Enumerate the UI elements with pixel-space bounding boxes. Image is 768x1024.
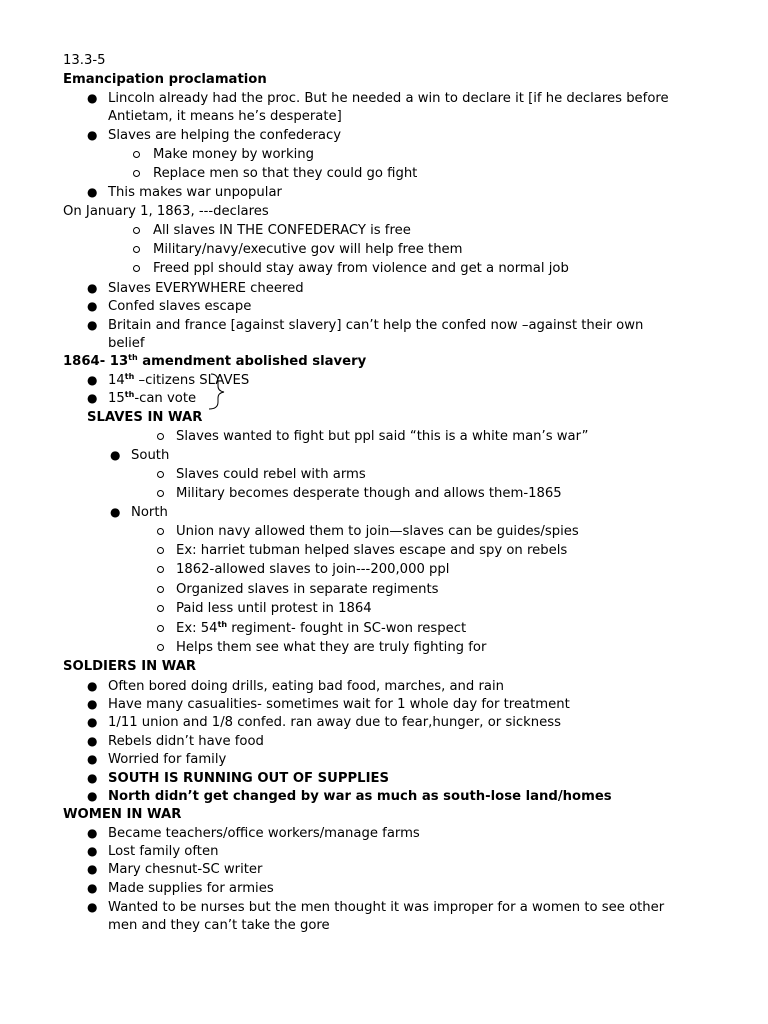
bullet-circle [133,170,140,177]
bullet-dot: ● [87,299,98,313]
list-item-bold: SOUTH IS RUNNING OUT OF SUPPLIES [108,771,390,786]
list-item: 1/11 union and 1/8 confed. ran away due to fear,hunger, or sickness [108,715,562,730]
bullet-circle [133,246,140,253]
bullet-dot: ● [87,734,98,748]
list-item: Worried for family [108,752,227,767]
bullet-circle [133,227,140,234]
list-subitem: Replace men so that they could go fight [153,166,418,181]
list-item-continued: belief [108,336,145,351]
list-item-continued: men and they can’t take the gore [108,918,330,933]
list-item-bold: North didn’t get changed by war as much as south-lose land/homes [108,789,612,804]
list-subitem: Slaves wanted to fight but ppl said “this is a white man’s war” [176,429,589,444]
section-title-soldiers-in-war: SOLDIERS IN WAR [63,659,197,674]
bullet-circle [157,605,164,612]
list-item: This makes war unpopular [108,185,282,200]
bullet-circle [157,471,164,478]
list-subitem: 1862-allowed slaves to join---200,000 ppl [176,562,450,577]
bullet-dot: ● [87,128,98,142]
list-item: Slaves EVERYWHERE cheered [108,281,304,296]
list-item-south: South [131,448,170,463]
list-item-15th: 15th-can vote [108,390,197,406]
bullet-dot: ● [87,752,98,766]
list-item: Britain and france [against slavery] can’t help the confed now –against their own [108,318,644,333]
list-subitem: Make money by working [153,147,314,162]
bullet-circle [157,490,164,497]
bullet-dot: ● [87,697,98,711]
bullet-circle [157,586,164,593]
bullet-dot: ● [87,881,98,895]
bullet-dot: ● [87,826,98,840]
list-item-continued: Antietam, it means he’s desperate] [108,109,342,124]
curly-brace-icon [199,372,229,412]
list-subitem: Paid less until protest in 1864 [176,601,372,616]
list-item: Rebels didn’t have food [108,734,264,749]
list-item: Became teachers/office workers/manage farms [108,826,420,841]
list-subitem: Military becomes desperate though and allows them-1865 [176,486,562,501]
list-item: Have many casualities- sometimes wait for 1 whole day for treatment [108,697,570,712]
bullet-dot: ● [87,391,98,405]
list-subitem: Freed ppl should stay away from violence and get a normal job [153,261,569,276]
list-subitem: Organized slaves in separate regiments [176,582,439,597]
list-subitem: Union navy allowed them to join—slaves can be guides/spies [176,524,579,539]
list-item-14th: 14th –citizens SLAVES [108,372,250,388]
list-subitem: Slaves could rebel with arms [176,467,366,482]
bullet-dot: ● [87,900,98,914]
bullet-dot: ● [87,185,98,199]
bullet-dot: ● [87,373,98,387]
bullet-dot: ● [110,505,121,519]
bullet-circle [157,433,164,440]
bullet-circle [157,566,164,573]
bullet-dot: ● [87,91,98,105]
bullet-dot: ● [87,715,98,729]
list-item: Wanted to be nurses but the men thought it was improper for a women to see other [108,900,665,915]
list-item: Lincoln already had the proc. But he needed a win to declare it [if he declares before [108,91,669,106]
bullet-circle [157,644,164,651]
list-item-north: North [131,505,168,520]
bullet-dot: ● [110,448,121,462]
list-subitem: All slaves IN THE CONFEDERACY is free [153,223,411,238]
section-title-women-in-war: WOMEN IN WAR [63,807,182,822]
bullet-dot: ● [87,789,98,803]
bullet-dot: ● [87,862,98,876]
list-subitem: Ex: harriet tubman helped slaves escape and spy on rebels [176,543,568,558]
bullet-dot: ● [87,679,98,693]
page-code: 13.3-5 [63,53,106,68]
bullet-circle [133,265,140,272]
list-item: Slaves are helping the confederacy [108,128,342,143]
list-subitem: Helps them see what they are truly fighting for [176,640,487,655]
list-item: Lost family often [108,844,219,859]
list-subitem: Ex: 54th regiment- fought in SC-won respect [176,620,467,636]
list-item: Confed slaves escape [108,299,252,314]
section-title-emancipation: Emancipation proclamation [63,72,267,87]
list-item: Mary chesnut-SC writer [108,862,263,877]
bullet-circle [157,625,164,632]
bullet-dot: ● [87,281,98,295]
bullet-dot: ● [87,844,98,858]
list-item: Made supplies for armies [108,881,274,896]
bullet-circle [157,547,164,554]
list-item: Often bored doing drills, eating bad food, marches, and rain [108,679,504,694]
bullet-dot: ● [87,318,98,332]
section-title-13th-amendment: 1864- 13th amendment abolished slavery [63,353,367,369]
paragraph-january: On January 1, 1863, ---declares [63,204,269,219]
bullet-circle [133,151,140,158]
bullet-circle [157,528,164,535]
list-subitem: Military/navy/executive gov will help free them [153,242,463,257]
section-title-slaves-in-war: SLAVES IN WAR [87,410,203,425]
bullet-dot: ● [87,771,98,785]
